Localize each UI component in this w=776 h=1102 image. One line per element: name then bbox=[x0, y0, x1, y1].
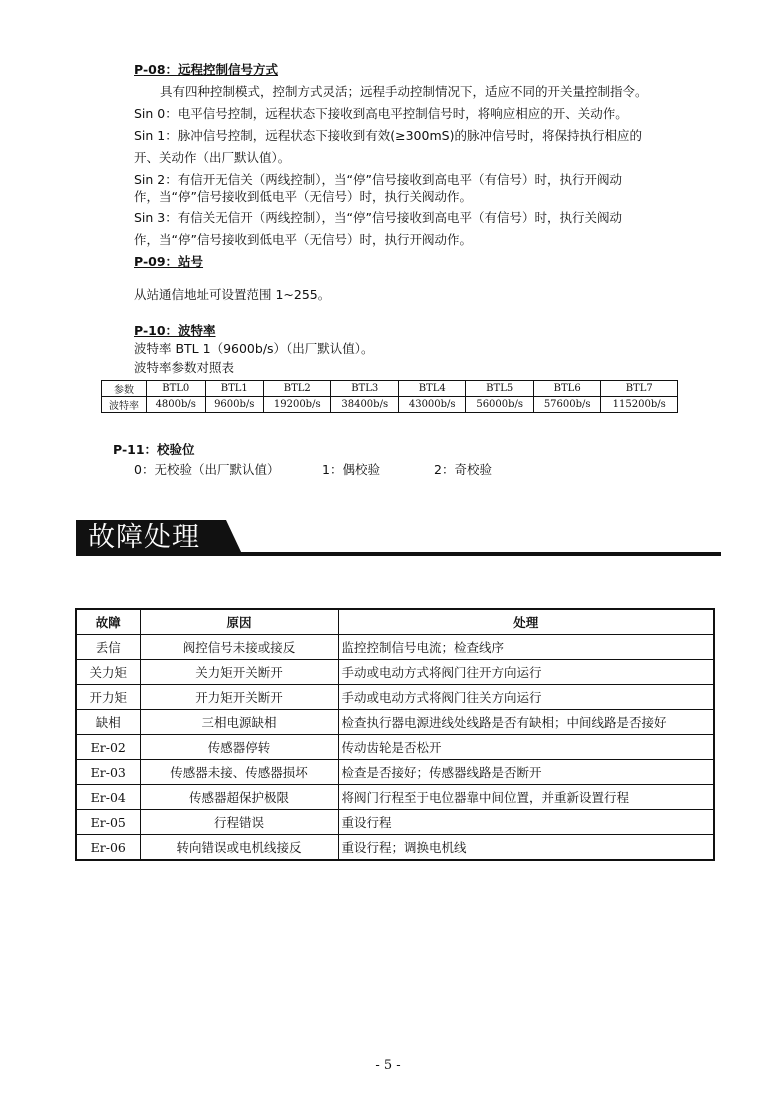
fault-code: Er-06 bbox=[76, 835, 140, 861]
p08-sin1-line2: 开、关动作（出厂默认值）。 bbox=[134, 150, 291, 165]
fault-code: Er-04 bbox=[76, 785, 140, 810]
p08-heading: P-08：远程控制信号方式 bbox=[134, 62, 279, 77]
p08-sin2-line2: 作，当“停”信号接收到低电平（无信号）时，执行关阀动作。 bbox=[134, 189, 472, 204]
header-fault: 故障 bbox=[76, 609, 140, 635]
table-row bbox=[76, 735, 714, 760]
header-solution: 处理 bbox=[338, 609, 714, 635]
fault-code: Er-03 bbox=[76, 760, 140, 785]
fault-code: Er-02 bbox=[76, 735, 140, 760]
baud-param-row bbox=[102, 381, 678, 397]
fault-section-banner bbox=[76, 520, 721, 558]
p08-sin0: Sin 0：电平信号控制，远程状态下接收到高电平控制信号时，将响应相应的开、关动作。 bbox=[134, 106, 628, 121]
baud-param-cell: BTL7 bbox=[601, 381, 678, 397]
fault-code: 丢信 bbox=[76, 635, 140, 660]
table-row bbox=[76, 660, 714, 685]
fault-code: 关力矩 bbox=[76, 660, 140, 685]
table-row bbox=[76, 785, 714, 810]
table-row bbox=[76, 635, 714, 660]
fault-cause: 关力矩开关断开 bbox=[140, 660, 338, 685]
fault-solution: 重设行程；调换电机线 bbox=[338, 835, 714, 861]
baud-param-cell: BTL2 bbox=[264, 381, 331, 397]
fault-code: Er-05 bbox=[76, 810, 140, 835]
fault-cause: 传感器超保护极限 bbox=[140, 785, 338, 810]
p08-sin3-line1: Sin 3：有信关无信开（两线控制），当“停”信号接收到高电平（有信号）时，执行关阀动 bbox=[134, 210, 622, 225]
fault-solution: 监控控制信号电流；检查线序 bbox=[338, 635, 714, 660]
fault-solution: 检查是否接好；传感器线路是否断开 bbox=[338, 760, 714, 785]
baud-param-cell: BTL0 bbox=[147, 381, 206, 397]
fault-cause: 转向错误或电机线接反 bbox=[140, 835, 338, 861]
baud-param-cell: BTL6 bbox=[533, 381, 600, 397]
p08-sin3-line2: 作，当“停”信号接收到低电平（无信号）时，执行开阀动作。 bbox=[134, 232, 472, 247]
fault-table-header bbox=[76, 609, 714, 635]
fault-cause: 行程错误 bbox=[140, 810, 338, 835]
baud-rate-table bbox=[101, 380, 678, 413]
header-cause: 原因 bbox=[140, 609, 338, 635]
baud-rate-cell: 57600b/s bbox=[533, 397, 600, 413]
fault-table bbox=[75, 608, 715, 861]
fault-solution: 检查执行器电源进线处线路是否有缺相；中间线路是否接好 bbox=[338, 710, 714, 735]
table-row bbox=[76, 710, 714, 735]
p11-option-1: 1：偶校验 bbox=[322, 462, 380, 477]
fault-cause: 阀控信号未接或接反 bbox=[140, 635, 338, 660]
baud-rate-row bbox=[102, 397, 678, 413]
baud-param-cell: BTL1 bbox=[205, 381, 264, 397]
baud-param-cell: BTL3 bbox=[331, 381, 398, 397]
fault-cause: 三相电源缺相 bbox=[140, 710, 338, 735]
fault-cause: 传感器停转 bbox=[140, 735, 338, 760]
banner-slant bbox=[220, 520, 242, 556]
fault-solution: 重设行程 bbox=[338, 810, 714, 835]
fault-code: 开力矩 bbox=[76, 685, 140, 710]
baud-param-cell: BTL5 bbox=[466, 381, 533, 397]
baud-rate-cell: 38400b/s bbox=[331, 397, 398, 413]
fault-section-title: 故障处理 bbox=[88, 522, 200, 553]
baud-rate-label: 波特率 bbox=[102, 397, 147, 413]
baud-rate-cell: 4800b/s bbox=[147, 397, 206, 413]
p11-heading: P-11：校验位 bbox=[113, 442, 195, 457]
p11-option-0: 0：无校验（出厂默认值） bbox=[134, 462, 280, 477]
p11-option-2: 2：奇校验 bbox=[434, 462, 492, 477]
baud-rate-cell: 9600b/s bbox=[205, 397, 264, 413]
baud-rate-cell: 115200b/s bbox=[601, 397, 678, 413]
page-number: - 5 - bbox=[375, 1058, 401, 1073]
baud-param-cell: BTL4 bbox=[398, 381, 465, 397]
table-row bbox=[76, 835, 714, 861]
table-row bbox=[76, 685, 714, 710]
table-row bbox=[76, 810, 714, 835]
fault-code: 缺相 bbox=[76, 710, 140, 735]
p09-heading: P-09：站号 bbox=[134, 254, 204, 269]
p10-text1: 波特率 BTL 1（9600b/s）（出厂默认值）。 bbox=[134, 341, 374, 356]
fault-solution: 手动或电动方式将阀门往关方向运行 bbox=[338, 685, 714, 710]
p10-text2: 波特率参数对照表 bbox=[134, 360, 235, 375]
fault-solution: 手动或电动方式将阀门往开方向运行 bbox=[338, 660, 714, 685]
fault-cause: 开力矩开关断开 bbox=[140, 685, 338, 710]
baud-param-label: 参数 bbox=[102, 381, 147, 397]
p08-sin2-line1: Sin 2：有信开无信关（两线控制），当“停”信号接收到高电平（有信号）时，执行开阀动 bbox=[134, 172, 622, 187]
p08-intro: 具有四种控制模式，控制方式灵活；远程手动控制情况下，适应不同的开关量控制指令。 bbox=[160, 84, 648, 99]
fault-solution: 将阀门行程至于电位器靠中间位置，并重新设置行程 bbox=[338, 785, 714, 810]
table-row bbox=[76, 760, 714, 785]
p09-text: 从站通信地址可设置范围 1~255。 bbox=[134, 287, 331, 302]
baud-rate-cell: 43000b/s bbox=[398, 397, 465, 413]
p08-sin1-line1: Sin 1：脉冲信号控制，远程状态下接收到有效(≥300mS)的脉冲信号时，将保持执行相应的 bbox=[134, 128, 642, 143]
fault-cause: 传感器未接、传感器损坏 bbox=[140, 760, 338, 785]
p10-heading: P-10：波特率 bbox=[134, 323, 216, 338]
baud-rate-cell: 19200b/s bbox=[264, 397, 331, 413]
baud-rate-cell: 56000b/s bbox=[466, 397, 533, 413]
fault-solution: 传动齿轮是否松开 bbox=[338, 735, 714, 760]
